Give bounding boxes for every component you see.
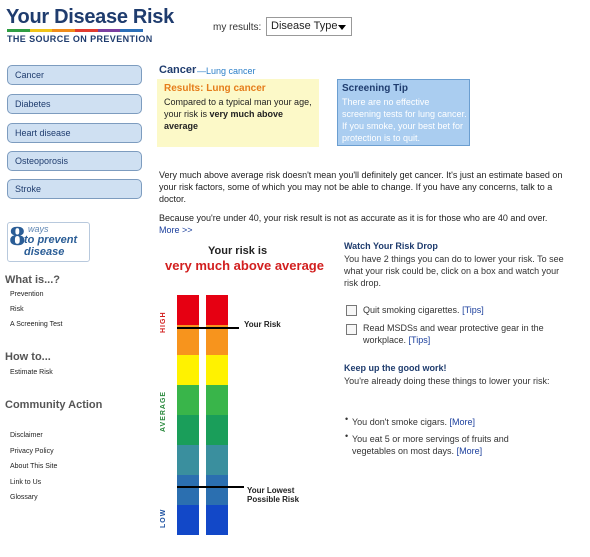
option-checkbox[interactable] bbox=[346, 305, 357, 316]
logo-color-bar bbox=[7, 29, 143, 32]
link-privacy-policy[interactable]: Privacy Policy bbox=[10, 448, 54, 455]
bullet-icon: • bbox=[345, 414, 349, 424]
gauge-band bbox=[177, 325, 199, 355]
gauge-band bbox=[206, 445, 228, 475]
gauge-column-current bbox=[177, 295, 199, 535]
page-title: Cancer bbox=[159, 64, 197, 76]
gauge-band bbox=[206, 325, 228, 355]
screening-tip-text: There are no effective screening tests for lung cancer. If you smoke, your best bet for protection is to quit. bbox=[342, 97, 467, 143]
results-title: Results: Lung cancer bbox=[164, 83, 266, 94]
accuracy-paragraph bbox=[159, 212, 569, 236]
good-item-text: You don't smoke cigars. bbox=[352, 417, 447, 427]
option-text: Quit smoking cigarettes. bbox=[363, 305, 460, 315]
link-link-to-us[interactable]: Link to Us bbox=[10, 479, 42, 486]
good-item-text: You eat 5 or more servings of fruits and vegetables on most days. bbox=[352, 434, 509, 456]
nav-heart-disease[interactable]: Heart disease bbox=[7, 123, 142, 143]
good-work-text: You're already doing these things to lower your risk: bbox=[344, 376, 550, 386]
community-action-heading: Community Action bbox=[5, 399, 103, 411]
gauge-band bbox=[206, 385, 228, 415]
gauge-band bbox=[206, 475, 228, 505]
option-quit-smoking bbox=[363, 304, 573, 316]
more-link[interactable]: [More] bbox=[449, 417, 475, 427]
eight-ways-line1: to prevent bbox=[24, 234, 78, 246]
link-prevention[interactable]: Prevention bbox=[10, 291, 44, 298]
gauge-band bbox=[177, 445, 199, 475]
more-link[interactable]: More >> bbox=[159, 225, 193, 235]
lowest-risk-marker bbox=[177, 486, 244, 488]
good-item-fruits bbox=[352, 433, 547, 457]
results-text-body: Compared to a typical man your age, your risk is bbox=[164, 97, 312, 119]
axis-label-average: AVERAGE bbox=[160, 390, 167, 432]
nav-stroke[interactable]: Stroke bbox=[7, 179, 142, 199]
good-work-title: Keep up the good work! bbox=[344, 363, 447, 373]
results-text-emphasis: very much above average bbox=[164, 109, 284, 131]
watch-risk-drop-text: You have 2 things you can do to lower your risk. To see what your risk could be, click on a box and watch your risk drop. bbox=[344, 254, 564, 288]
results-label: my results: bbox=[213, 22, 262, 33]
gauge-risk-level: very much above average bbox=[165, 258, 324, 273]
your-risk-label: Your Risk bbox=[244, 320, 281, 329]
explanation-paragraph: Very much above average risk doesn't mean you'll definitely get cancer. It's just an estimate based on your risk factors, some of which you may not be able to change. If you have any concerns, talk to a doctor. bbox=[159, 170, 563, 204]
gauge-title: Your risk is bbox=[208, 245, 268, 257]
what-is-heading: What is...? bbox=[5, 274, 60, 286]
logo-stripe bbox=[30, 29, 53, 32]
how-to-heading: How to... bbox=[5, 351, 51, 363]
option-checkbox[interactable] bbox=[346, 324, 357, 335]
site-logo-title[interactable]: Your Disease Risk bbox=[6, 6, 174, 28]
nav-osteoporosis[interactable]: Osteoporosis bbox=[7, 151, 142, 171]
logo-stripe bbox=[120, 29, 143, 32]
bullet-icon: • bbox=[345, 431, 349, 441]
link-glossary[interactable]: Glossary bbox=[10, 494, 38, 501]
tips-link[interactable]: [Tips] bbox=[462, 305, 484, 315]
gauge-column-potential bbox=[206, 295, 228, 535]
gauge-band bbox=[206, 355, 228, 385]
nav-cancer[interactable]: Cancer bbox=[7, 65, 142, 85]
chevron-down-icon bbox=[338, 25, 346, 30]
gauge-band bbox=[177, 295, 199, 325]
your-risk-marker bbox=[177, 327, 239, 329]
logo-stripe bbox=[98, 29, 121, 32]
results-text bbox=[164, 96, 316, 132]
more-link[interactable]: [More] bbox=[456, 446, 483, 456]
gauge-band bbox=[177, 385, 199, 415]
site-tagline: THE SOURCE ON PREVENTION bbox=[7, 34, 153, 44]
axis-label-low: LOW bbox=[160, 508, 167, 528]
accuracy-text: Because you're under 40, your risk result is not as accurate as it is for those who are 40 and over. bbox=[159, 213, 548, 223]
axis-label-high: HIGH bbox=[160, 311, 167, 333]
gauge-band bbox=[206, 295, 228, 325]
lowest-risk-label-1: Your Lowest bbox=[247, 486, 295, 495]
eight-ways-word: ways bbox=[28, 224, 49, 234]
gauge-band bbox=[206, 505, 228, 535]
gauge-band bbox=[177, 475, 199, 505]
page-subtitle: —Lung cancer bbox=[197, 66, 256, 76]
screening-tip-title: Screening Tip bbox=[342, 83, 408, 94]
link-estimate-risk[interactable]: Estimate Risk bbox=[10, 369, 53, 376]
tips-link[interactable]: [Tips] bbox=[408, 335, 431, 345]
gauge-band bbox=[206, 415, 228, 445]
option-msds bbox=[363, 322, 573, 346]
link-disclaimer[interactable]: Disclaimer bbox=[10, 432, 43, 439]
logo-stripe bbox=[7, 29, 30, 32]
watch-risk-drop-title: Watch Your Risk Drop bbox=[344, 241, 438, 251]
gauge-band bbox=[177, 355, 199, 385]
gauge-band bbox=[177, 505, 199, 535]
eight-ways-line2: disease bbox=[24, 246, 65, 258]
lowest-risk-label-2: Possible Risk bbox=[247, 495, 300, 504]
option-text: Read MSDSs and wear protective gear in the workplace. bbox=[363, 323, 544, 345]
risk-gauge bbox=[177, 295, 228, 535]
disease-type-select-value: Disease Type bbox=[271, 20, 338, 32]
gauge-band bbox=[177, 415, 199, 445]
logo-stripe bbox=[75, 29, 98, 32]
disease-type-select[interactable] bbox=[266, 17, 352, 36]
logo-stripe bbox=[52, 29, 75, 32]
nav-diabetes[interactable]: Diabetes bbox=[7, 94, 142, 114]
link-screening-test[interactable]: A Screening Test bbox=[10, 321, 63, 328]
good-item-cigars bbox=[352, 416, 562, 428]
link-about-this-site[interactable]: About This Site bbox=[10, 463, 58, 470]
eight-ways-number: 8 bbox=[9, 222, 26, 251]
link-risk[interactable]: Risk bbox=[10, 306, 24, 313]
